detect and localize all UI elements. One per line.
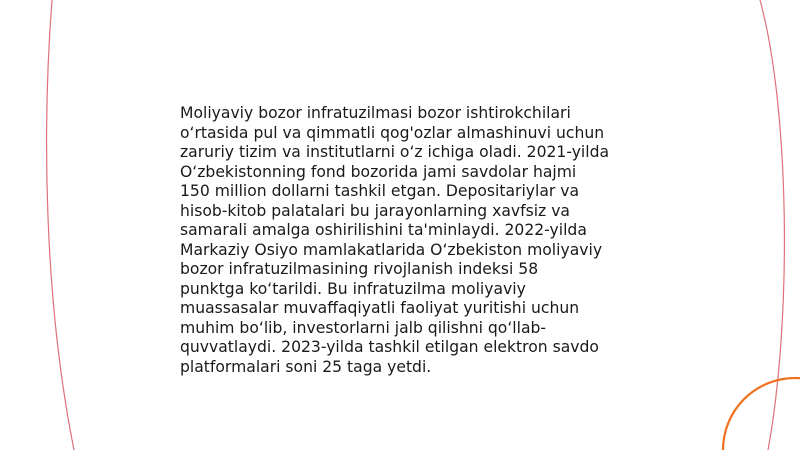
accent-circle [723,378,800,450]
left-arc [47,0,74,450]
body-paragraph: Moliyaviy bozor infratuzilmasi bozor ishtirokchilari o‘rtasida pul va qimmatli qog'ozlar almashinuvi uchun zaruriy tizim va institutlarni o‘z ichiga oladi. 2021-yilda O‘zbekistonning fond bozorida jami savdolar hajmi 150 million dollarni tashkil etgan. Depositariylar va hisob-kitob palatalari bu jarayonlarning xavfsiz va samarali amalga oshirilishini ta'minlaydi. 2022-yilda Markaziy Osiyo mamlakatlarida O‘zbekiston moliyaviy bozor infratuzilmasining rivojlanish indeksi 58 punktga ko‘tarildi. Bu infratuzilma moliyaviy muassasalar muvaffaqiyatli faoliyat yuritishi uchun muhim bo‘lib, investorlarni jalb qilishni qo‘llab- quvvatlaydi. 2023-yilda tashkil etilgan elektron savdo platformalari soni 25 taga yetdi. [180,104,610,376]
right-arc [760,0,784,450]
